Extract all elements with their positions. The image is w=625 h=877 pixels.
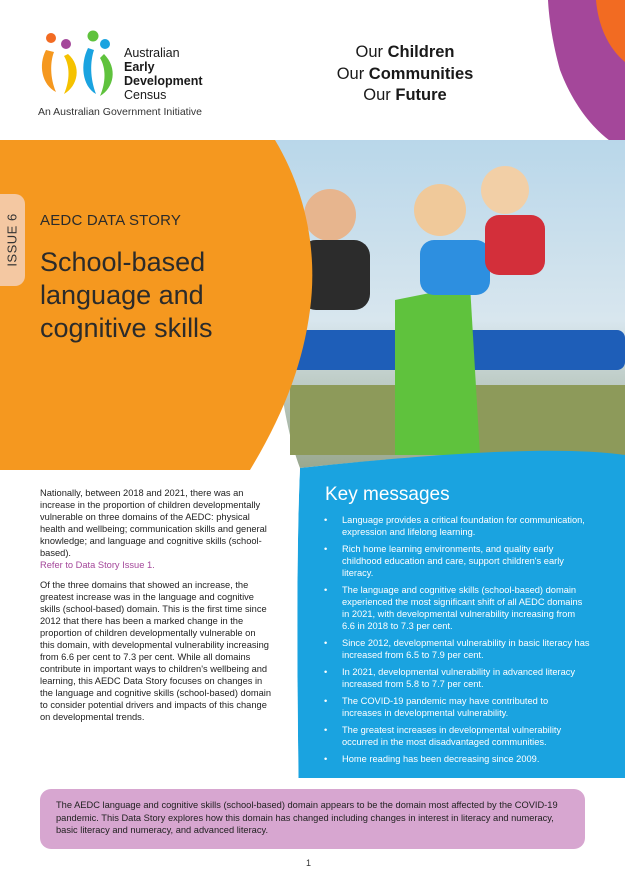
- list-item: • The language and cognitive skills (school-based) domain experienced the most significant shift of all AEDC domains in 2021, with developmental vulnerability increasing from 6.6 in 2018 to 7.3 per cent.: [318, 584, 590, 632]
- logo-figures-icon: [38, 30, 122, 102]
- key-messages-list: [318, 514, 590, 770]
- page-title: School-based language and cognitive skills: [40, 247, 213, 343]
- logo-tagline: An Australian Government Initiative: [38, 106, 203, 118]
- logo-wordmark: [124, 46, 203, 102]
- list-item: • Rich home learning environments, and quality early childhood education and care, support children's early literacy.: [318, 543, 590, 579]
- motto-line-3: Our Future: [363, 86, 447, 104]
- photo-child-2: [414, 184, 466, 236]
- logo-line-2: Early: [124, 60, 155, 74]
- logo-line-4: Census: [124, 88, 167, 102]
- aedc-logo: [38, 30, 228, 125]
- list-item: • Home reading has been decreasing since 2009.: [318, 753, 590, 765]
- list-item: • The greatest increases in developmental vulnerability occurred in the most disadvantaged communities.: [318, 724, 590, 748]
- photo-child-2-shirt: [420, 240, 490, 295]
- summary-callout: The AEDC language and cognitive skills (school-based) domain appears to be the domain most affected by the COVID-19 pandemic. This Data Story explores how this domain has changed including changes in interest in literacy and numeracy, basic literacy and numeracy, and advanced literacy.: [40, 789, 585, 849]
- kicker: AEDC DATA STORY: [40, 212, 182, 229]
- motto-line-1: Our Children: [355, 43, 455, 61]
- data-story-link[interactable]: Refer to Data Story Issue 1.: [40, 560, 155, 570]
- list-item: • Since 2012, developmental vulnerability in basic literacy has increased from 6.5 to 7.9 per cent.: [318, 637, 590, 661]
- list-item: • The COVID-19 pandemic may have contributed to increases in developmental vulnerability.: [318, 695, 590, 719]
- logo-line-3: Development: [124, 74, 203, 88]
- list-item: • In 2021, developmental vulnerability in advanced literacy increased from 5.8 to 7.7 per cent.: [318, 666, 590, 690]
- key-messages-heading: Key messages: [325, 484, 450, 505]
- intro-paragraph-2: Of the three domains that showed an increase, the greatest increase was in the language and cognitive skills (school-based) domain. This is the first time since 2012 that there has been a marked change in the proportion of children developmentally vulnerable on this domain, with developmental vulnerability increasing from 6.6 per cent to 7.3 per cent. While all domains contribute in important ways to children's wellbeing and learning, this AEDC Data Story focuses on changes in the language and cognitive skills (school-based) domain to consider potential drivers and impacts of this change on developmental trends.: [40, 580, 272, 722]
- intro-text: [40, 487, 272, 731]
- photo-seesaw-green: [395, 285, 480, 455]
- page-number: 1: [306, 858, 312, 868]
- motto-line-2: Our Communities: [336, 64, 474, 83]
- motto: [300, 42, 510, 107]
- intro-paragraph-1: Nationally, between 2018 and 2021, there was an increase in the proportion of children developmentally vulnerable on three domains of the AEDC: physical health and wellbeing; communication skills and general knowledge; and language and cognitive skills (school-based). Refer to Data Story Issue 1.: [40, 488, 267, 570]
- photo-child-3: [481, 166, 529, 214]
- photo-child-1: [304, 189, 356, 241]
- list-item: • Language provides a critical foundation for communication, expression and lifelong learning.: [318, 514, 590, 538]
- photo-child-3-shirt: [485, 215, 545, 275]
- logo-line-1: Australian: [124, 46, 180, 60]
- issue-label: ISSUE 6: [4, 213, 20, 267]
